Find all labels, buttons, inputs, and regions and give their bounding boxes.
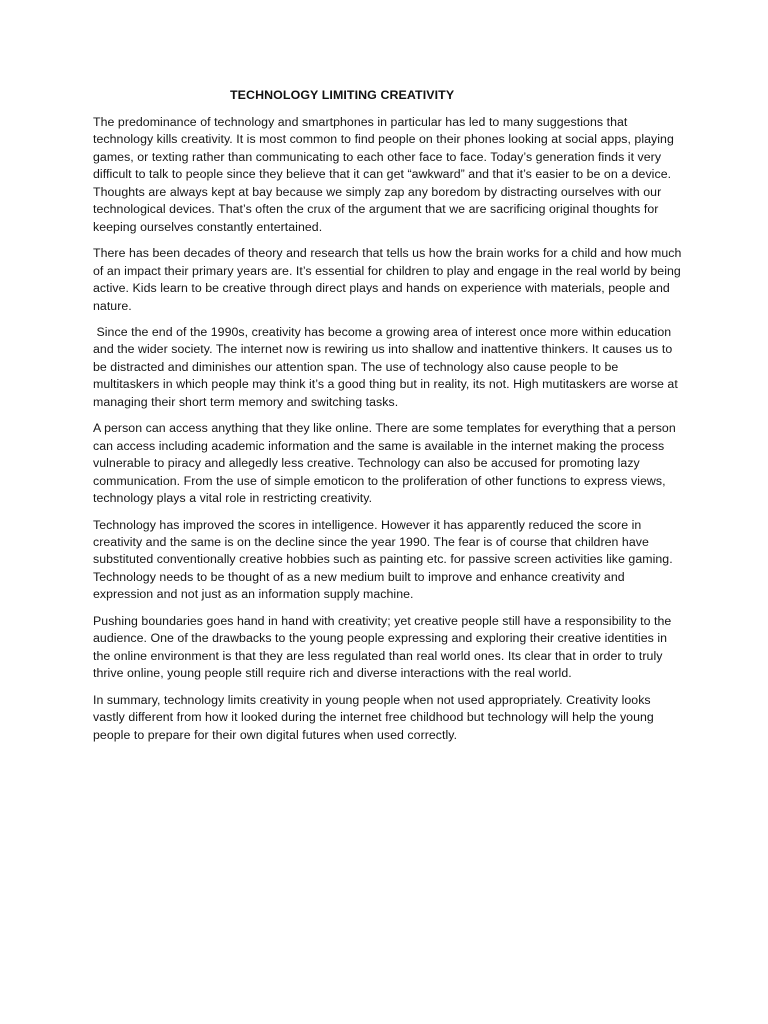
- paragraph-3: Since the end of the 1990s, creativity has become a growing area of interest once more within education and the wider society. The internet now is rewiring us into shallow and inattentive thinkers. It causes us to be distracted and diminishes our attention span. The use of technology also cause people to be multitaskers in which people may think it’s a good thing but in reality, its not. High mutitaskers are worse at managing their short term memory and switching tasks.: [93, 324, 682, 409]
- document-body: [93, 114, 683, 753]
- paragraph-4: A person can access anything that they like online. There are some templates for everything that a person can access including academic information and the same is available in the internet making the process vulnerable to piracy and allegedly less creative. Technology can also be accused for promoting lazy communication. From the use of simple emoticon to the proliferation of other functions to express views, technology plays a vital role in restricting creativity.: [93, 421, 676, 506]
- paragraph-6: Pushing boundaries goes hand in hand with creativity; yet creative people still have a responsibility to the audience. One of the drawbacks to the young people expressing and exploring their creative identities in the online environment is that they are less regulated than real world ones. Its clear that in order to truly thrive online, young people still require rich and diverse interactions with the real world.: [93, 613, 672, 681]
- paragraph-2: There has been decades of theory and research that tells us how the brain works for a child and how much of an impact their primary years are. It’s essential for children to play and engage in the real world by being active. Kids learn to be creative through direct plays and hands on experience with materials, people and nature.: [93, 246, 682, 313]
- document-title: TECHNOLOGY LIMITING CREATIVITY: [230, 88, 455, 102]
- paragraph-5: Technology has improved the scores in intelligence. However it has apparently reduced the score in creativity and the same is on the decline since the year 1990. The fear is of course that children have substituted conventionally creative hobbies such as painting etc. for passive screen activities like gaming. Technology needs to be thought of as a new medium built to improve and enhance creativity and expression and not just as an information supply machine.: [93, 517, 673, 602]
- paragraph-1: The predominance of technology and smartphones in particular has led to many suggestions that technology kills creativity. It is most common to find people on their phones looking at social apps, playing games, or texting rather than communicating to each other face to face. Today’s generation finds it very difficult to talk to people since they believe that it can get “awkward” and that it’s easier to be on a device. Thoughts are always kept at bay because we simply zap any boredom by distracting ourselves with our technological devices. That’s often the crux of the argument that we are sacrificing original thoughts for keeping ourselves constantly entertained.: [93, 115, 674, 234]
- paragraph-7: In summary, technology limits creativity in young people when not used appropriately. Creativity looks vastly different from how it looked during the internet free childhood but technology will help the young people to prepare for their own digital futures when used correctly.: [93, 692, 654, 742]
